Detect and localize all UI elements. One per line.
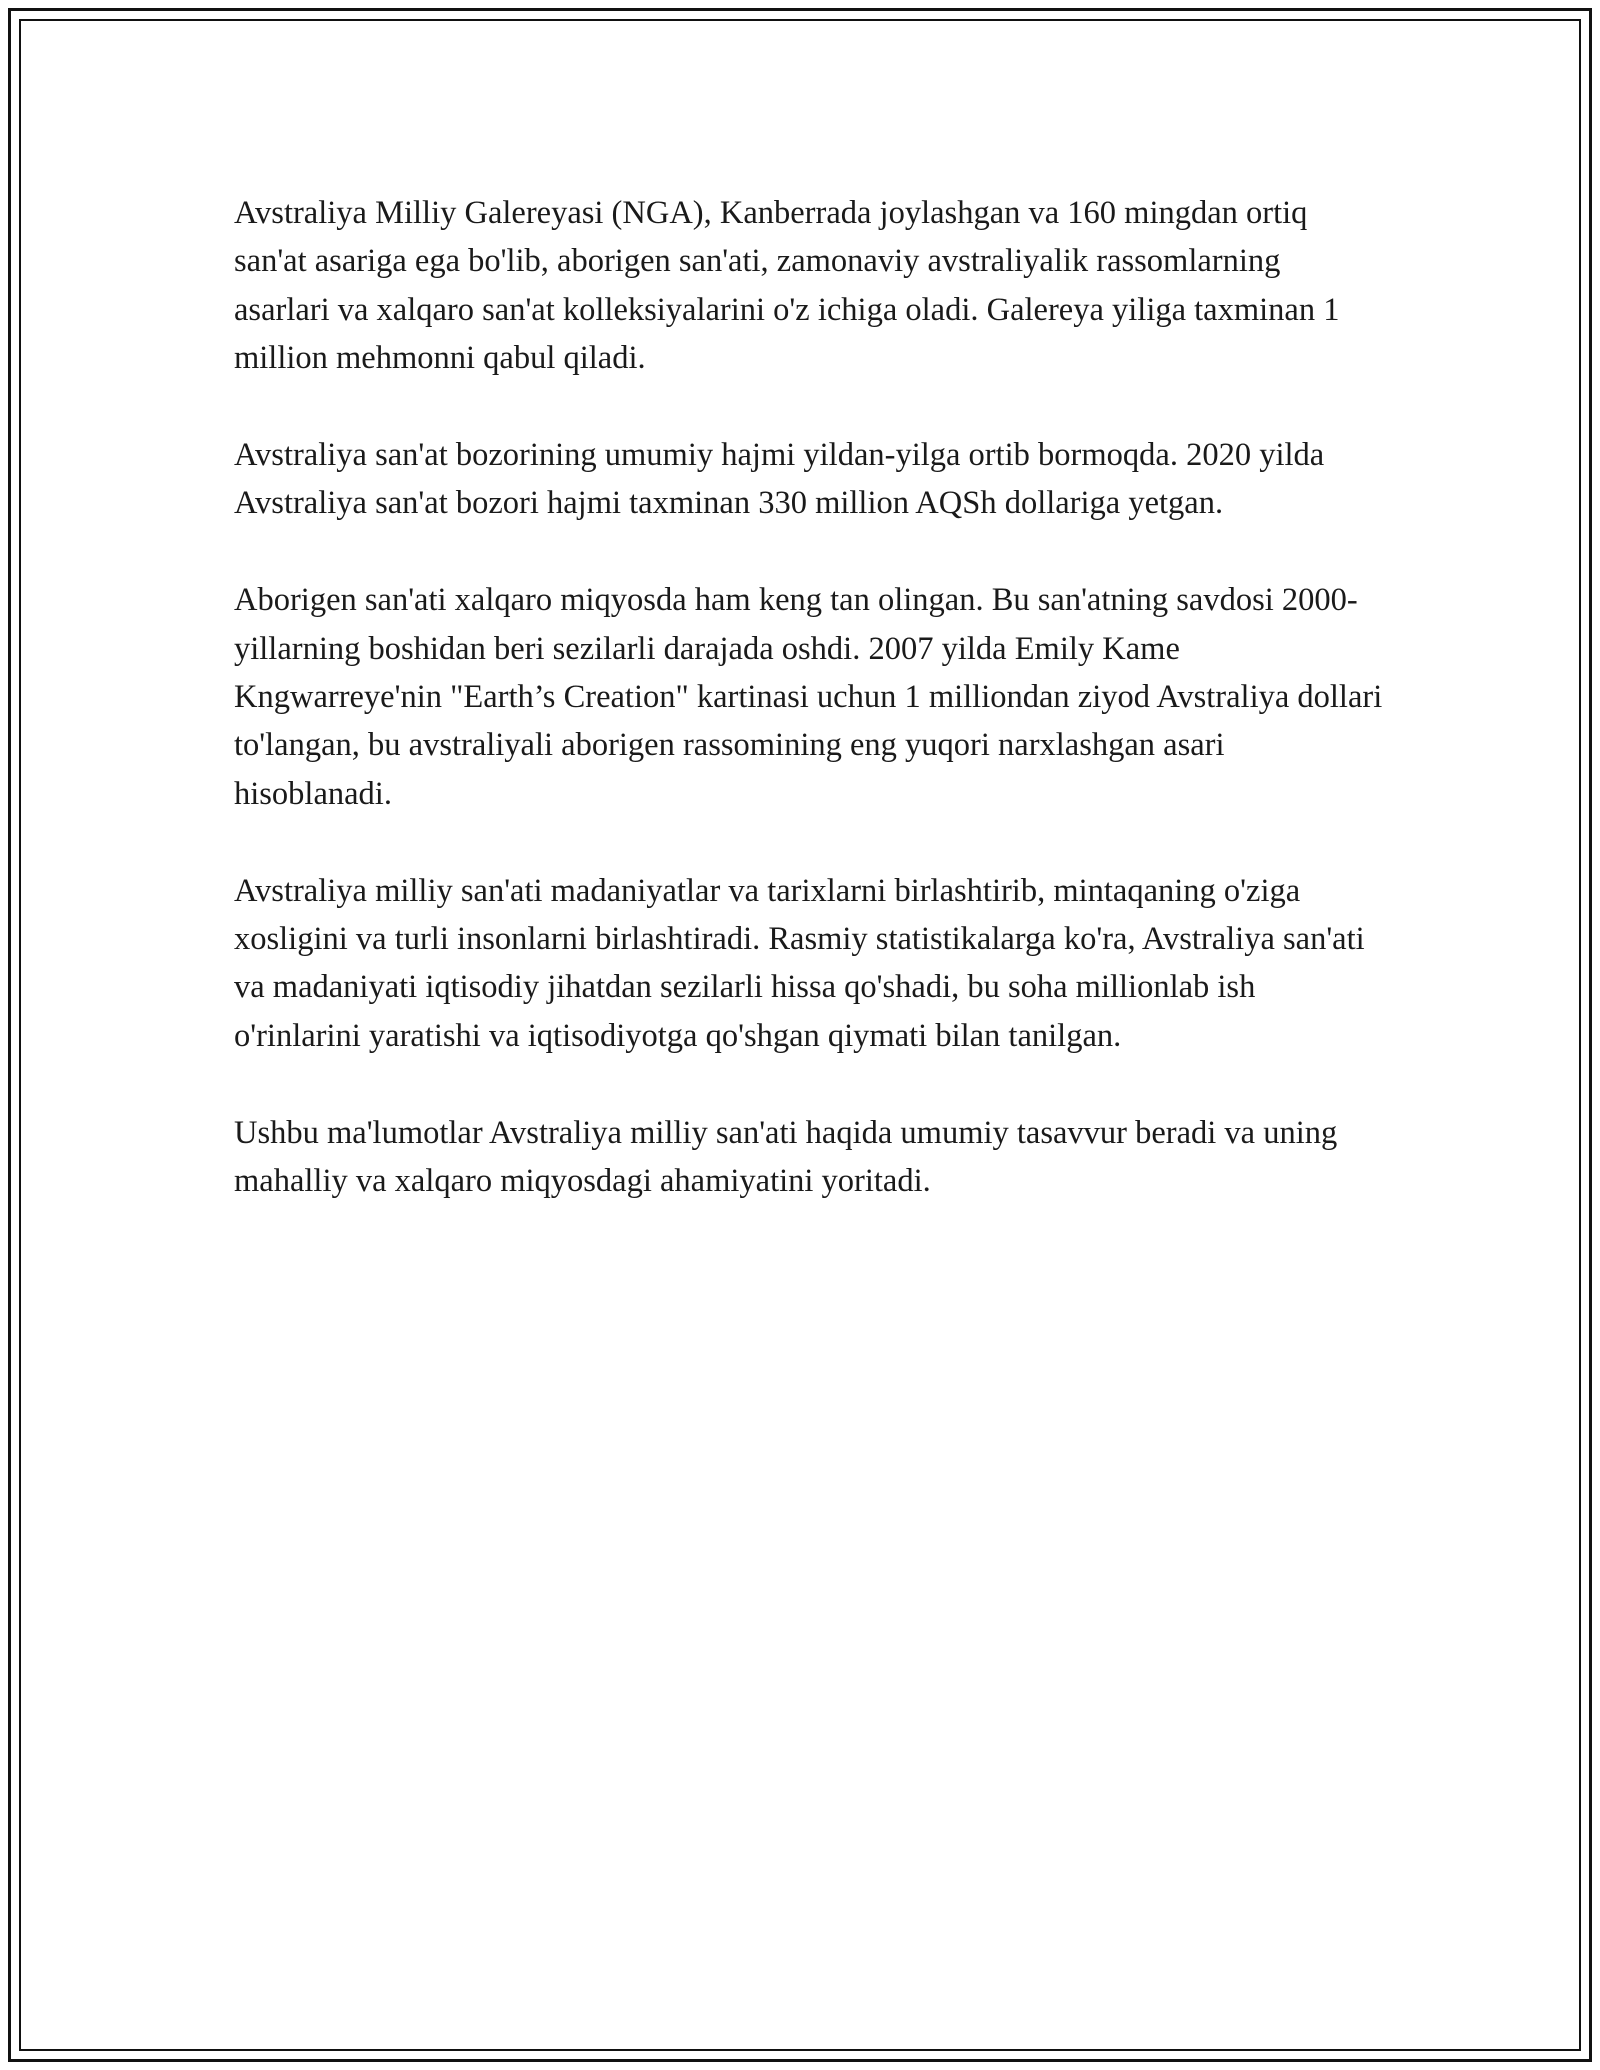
paragraph-summary: Ushbu ma'lumotlar Avstraliya milliy san'ati haqida umumiy tasavvur beradi va uning mahalliy va xalqaro miqyosdagi ahamiyatini yoritadi. xyxy=(234,1114,1338,1200)
paragraph-art-market: Avstraliya san'at bozorining umumiy hajmi yildan-yilga ortib bormoqda. 2020 yilda Avstraliya san'at bozori hajmi taxminan 330 million AQSh dollariga yetgan. xyxy=(234,437,1325,522)
paragraph-aboriginal-art: Aborigen san'ati xalqaro miqyosda ham keng tan olingan. Bu san'atning savdosi 2000-yillarning boshidan beri sezilarli darajada oshdi. 2007 yilda Emily Kame Kngwarreye'nin "Earth’s Creation" kartinasi uchun 1 milliondan ziyod Avstraliya dollari to'langan, bu avstraliyali aborigen rassomining eng yuqori narxlashgan asari hisoblanadi. xyxy=(234,582,1383,812)
document-body xyxy=(234,189,1384,1254)
paragraph-gallery: Avstraliya Milliy Galereyasi (NGA), Kanberrada joylashgan va 160 mingdan ortiq san'at asariga ega bo'lib, aborigen san'ati, zamonaviy avstraliyalik rassomlarning asarlari va xalqaro san'at kolleksiyalarini o'z ichiga oladi. Galereya yiliga taxminan 1 million mehmonni qabul qiladi. xyxy=(234,195,1340,377)
paragraph-national-art: Avstraliya milliy san'ati madaniyatlar va tarixlarni birlashtirib, mintaqaning o'ziga xosligini va turli insonlarni birlashtiradi. Rasmiy statistikalarga ko'ra, Avstraliya san'ati va madaniyati iqtisodiy jihatdan sezilarli hissa qo'shadi, bu soha millionlab ish o'rinlarini yaratishi va iqtisodiyotga qo'shgan qiymati bilan tanilgan. xyxy=(234,872,1365,1054)
